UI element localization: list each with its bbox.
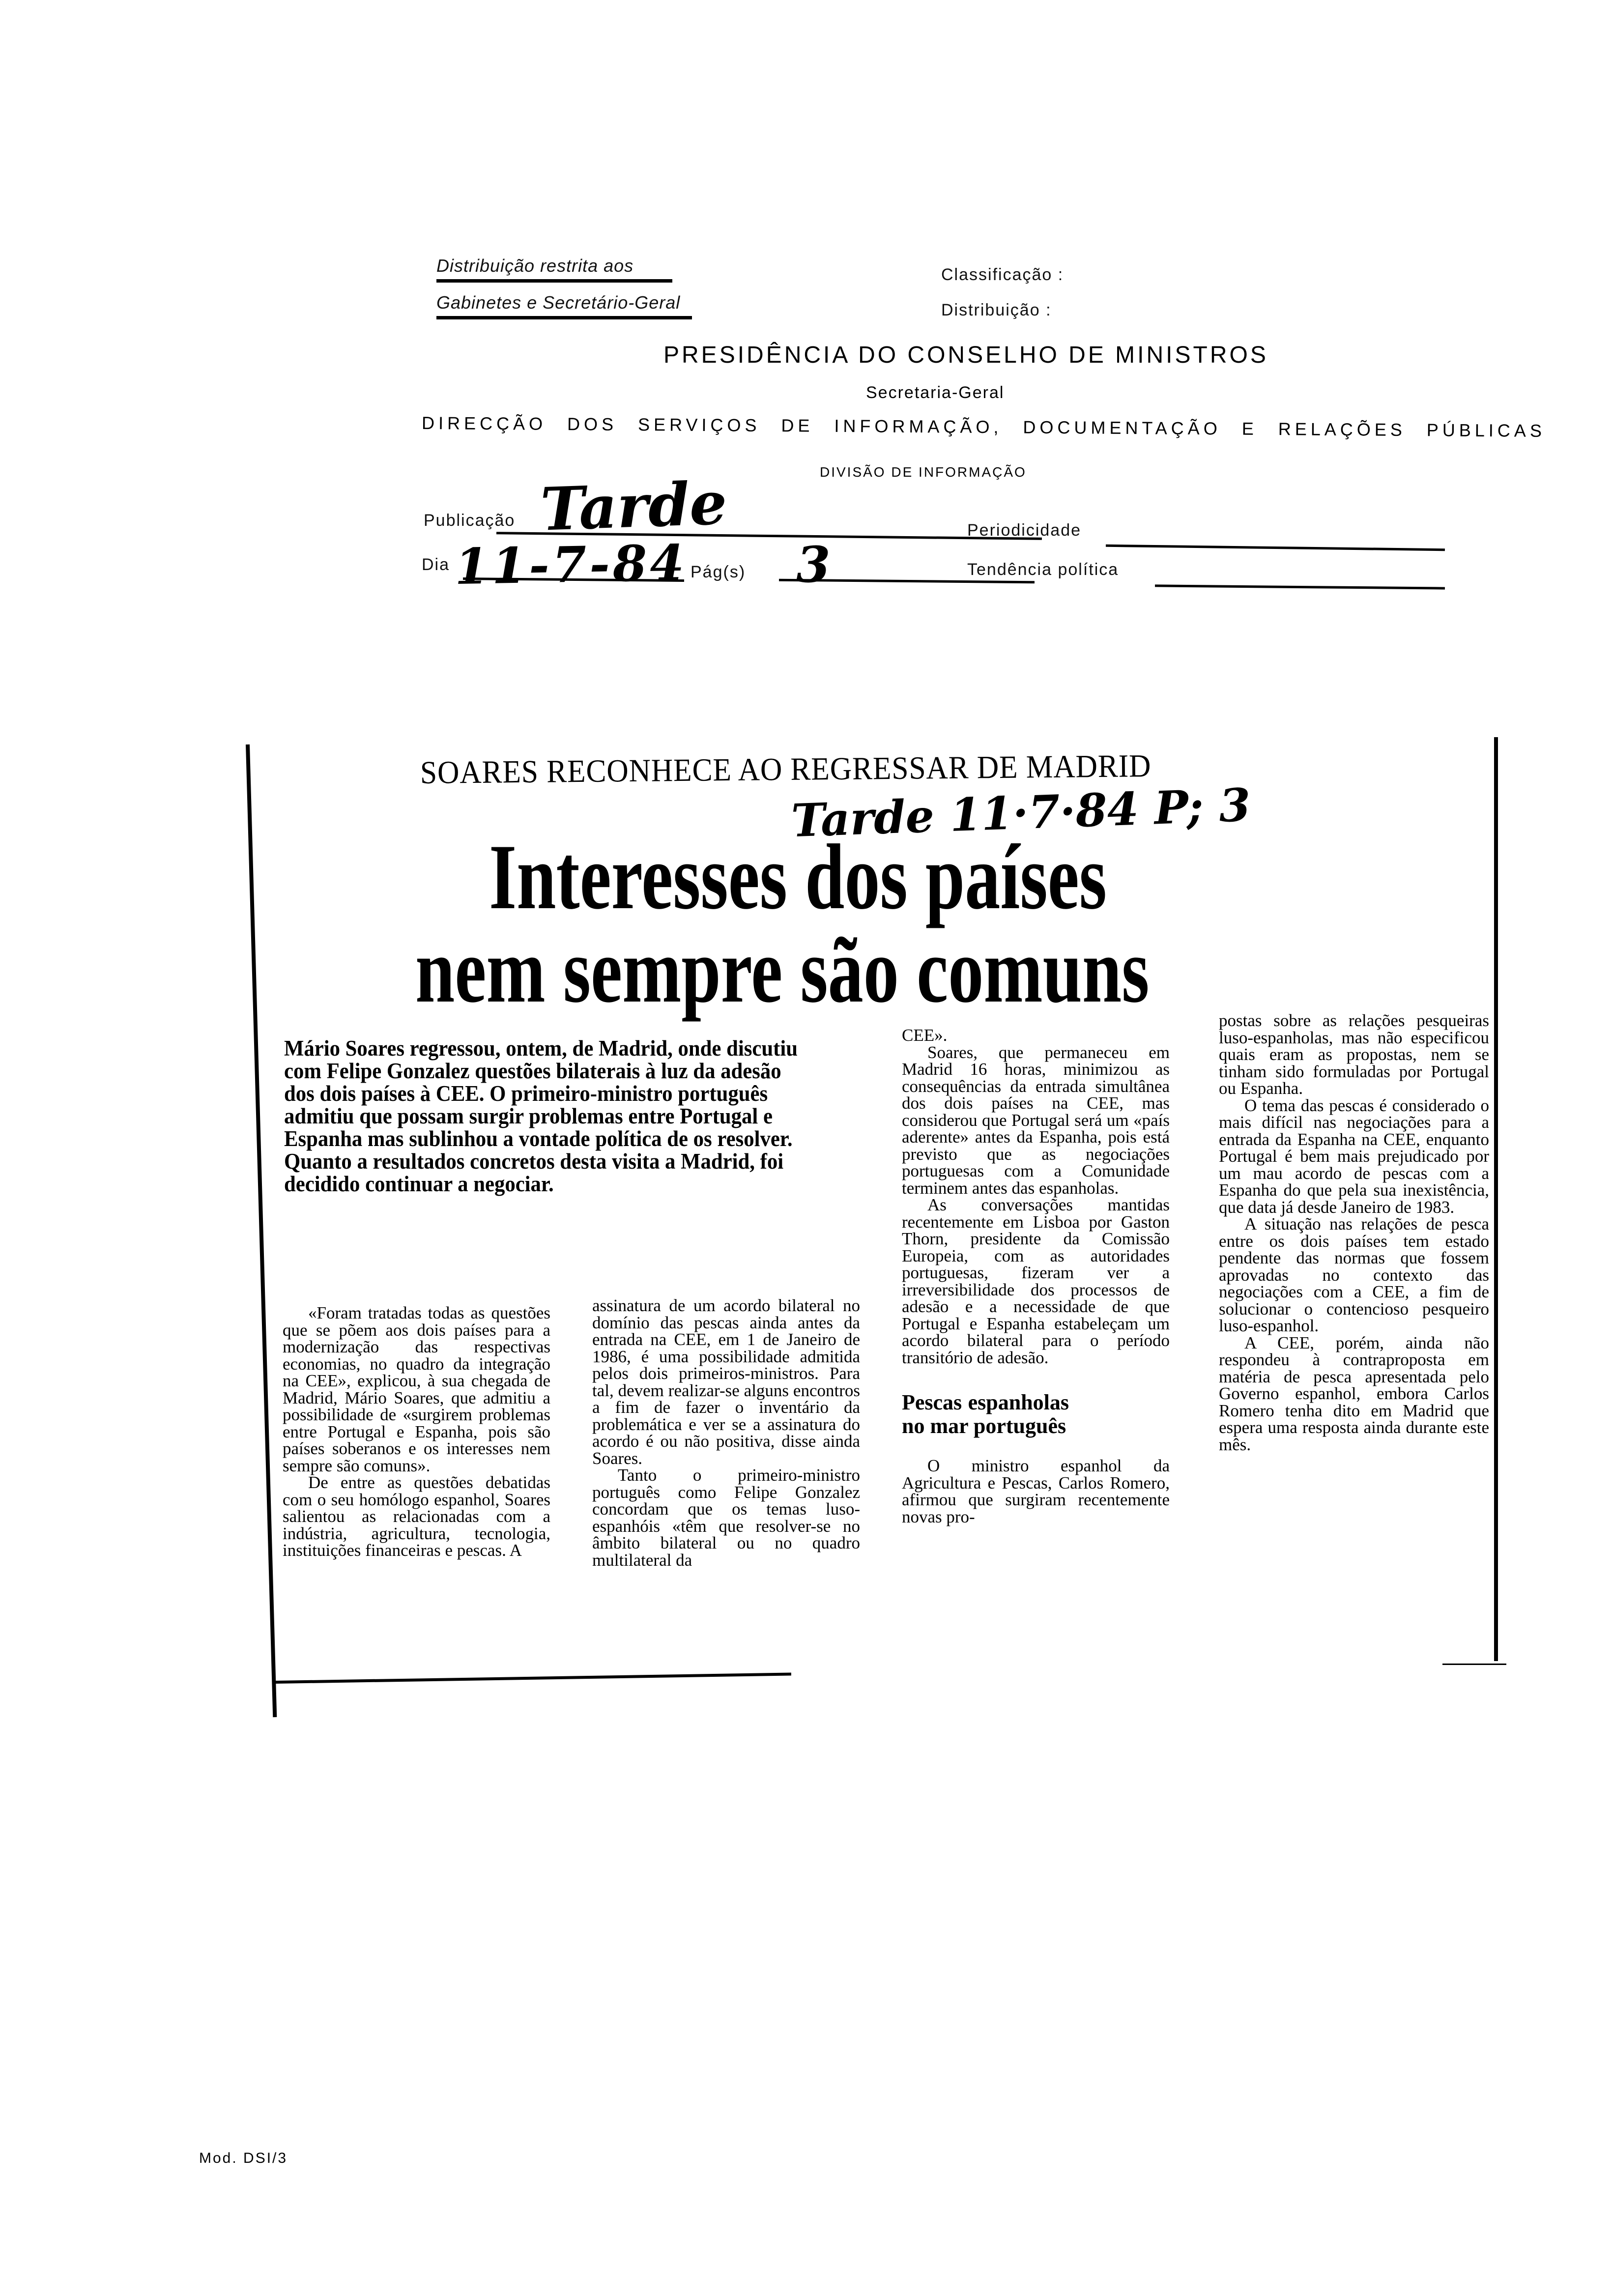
periodicidade-field-line: [1106, 545, 1445, 551]
handwritten-annotation: Tarde 11·7·84 P; 3: [790, 778, 1252, 848]
paginas-value[interactable]: 3: [796, 536, 831, 594]
tendencia-label: Tendência política: [967, 560, 1119, 579]
article-kicker: SOARES RECONHECE AO REGRESSAR DE MADRID: [420, 748, 1151, 791]
distribuicao-label: Distribuição :: [941, 301, 1052, 319]
paragraph: De entre as questões debatidas com o seu homólogo espanhol, Soares salientou as relacionadas com a indústria, agricultura, tecnologia, instituições financeiras e pescas. A: [283, 1473, 550, 1560]
paragraph: CEE».: [902, 1026, 948, 1045]
clipping-border-right: [1494, 737, 1498, 1661]
publicacao-value[interactable]: Tarde: [539, 468, 728, 545]
lead-paragraph: Mário Soares regressou, ontem, de Madrid, onde discutiu com Felipe Gonzalez questões bilaterais à luz da adesão dos dois países à CEE. O primeiro-ministro português admitiu que possam surgir problemas entre Portugal e Espanha mas sublinhou a vontade política de os resolver. Quanto a resultados concretos desta visita a Madrid, foi decidido continuar a negociar.: [284, 1036, 798, 1196]
article-column-2: [592, 1297, 860, 1569]
article-column-4: [1219, 1012, 1489, 1453]
distribution-note-line2: Gabinetes e Secretário-Geral: [436, 292, 692, 319]
paragraph: Soares, que permaneceu em Madrid 16 horas, minimizou as consequências da entrada simultânea dos dois países na CEE, mas considerou que Portugal será um «país aderente» antes da Espanha, pois está previsto que as negociações portuguesas com a Comunidade terminem antes das espanholas.: [902, 1042, 1170, 1198]
directorate: DIRECÇÃO DOS SERVIÇOS DE INFORMAÇÃO, DOCUMENTAÇÃO E RELAÇÕES PÚBLICAS: [421, 413, 1546, 441]
clipping-border-bottom: [275, 1673, 791, 1684]
paragraph: postas sobre as relações pesqueiras luso-espanholas, mas não especificou quais eram as propostas, nem se tinham sido formuladas por Portugal ou Espanha.: [1219, 1011, 1489, 1098]
article-column-1: [283, 1305, 550, 1559]
publicacao-label: Publicação: [424, 511, 516, 530]
paragraph: assinatura de um acordo bilateral no domínio das pescas ainda antes da entrada na CEE, em 1 de Janeiro de 1986, é uma possibilidade admitida pelos dois primeiros-ministros. Para tal, devem realizar-se alguns encontros a fim de fazer o inventário da problemática e ver se a assinatura do acordo é ou não positiva, disse ainda Soares.: [592, 1296, 860, 1468]
article-subhead: Pescas espanholas no mar português: [902, 1390, 1069, 1438]
org-title: PRESIDÊNCIA DO CONSELHO DE MINISTROS: [663, 342, 1268, 368]
headline-line2: nem sempre são comuns: [415, 919, 1150, 1022]
paragraph: O tema das pescas é considerado o mais difícil nas negociações para a entrada da Espanha na CEE, enquanto Portugal é bem mais prejudicado por um mau acordo de pescas com a Espanha do que pela sua inexistência, que data já desde Janeiro de 1983.: [1219, 1095, 1489, 1217]
classificacao-label: Classificação :: [941, 265, 1064, 284]
org-subtitle: Secretaria-Geral: [866, 383, 1005, 402]
form-code: Mod. DSI/3: [199, 2150, 288, 2166]
division: DIVISÃO DE INFORMAÇÃO: [820, 464, 1027, 480]
dia-label: Dia: [422, 555, 450, 574]
tendencia-field-line: [1155, 584, 1445, 589]
paginas-label: Pág(s): [691, 563, 746, 581]
paragraph: A situação nas relações de pesca entre os dois países tem estado pendente das normas que fossem aprovadas no contexto das negociações com a CEE, a fim de solucionar o contencioso pesqueiro luso-espanhol.: [1219, 1214, 1489, 1335]
dia-value[interactable]: 11-7-84: [454, 533, 688, 596]
paragraph: «Foram tratadas todas as questões que se põem aos dois países para a modernização das respectivas economias, no quadro da integração na CEE», explicou, à sua chegada de Madrid, Mário Soares, que admitiu a possibilidade de «surgirem problemas entre Portugal e Espanha, pois são países soberanos e os interesses nem sempre são comuns».: [283, 1303, 550, 1475]
paragraph: A CEE, porém, ainda não respondeu à contraproposta em matéria de pesca apresentada pelo Governo espanhol, embora Carlos Romero tenha dito em Madrid que espera uma resposta ainda durante este mês.: [1219, 1333, 1489, 1454]
periodicidade-label: Periodicidade: [967, 521, 1082, 540]
distribution-note-line1: Distribuição restrita aos: [436, 256, 672, 283]
article-column-3: [902, 1027, 1170, 1525]
paragraph: O ministro espanhol da Agricultura e Pescas, Carlos Romero, afirmou que surgiram recentemente novas pro-: [902, 1456, 1170, 1526]
article-end-rule: [1442, 1664, 1506, 1665]
paragraph: Tanto o primeiro-ministro português como Felipe Gonzalez concordam que os temas luso-espanhóis «têm que resolver-se no âmbito bilateral ou no quadro multilateral da: [592, 1465, 860, 1570]
headline-line1: Interesses dos países: [489, 826, 1107, 929]
clipping-border-left: [246, 745, 277, 1717]
paragraph: As conversações mantidas recentemente em Lisboa por Gaston Thorn, presidente da Comissão Europeia, com as autoridades portuguesas, fizeram ver a irreversibilidade dos processos de adesão e a necessidade de que Portugal e Espanha estabeleçam um acordo bilateral para o período transitório de adesão.: [902, 1195, 1170, 1367]
article-lead: [284, 1037, 798, 1195]
